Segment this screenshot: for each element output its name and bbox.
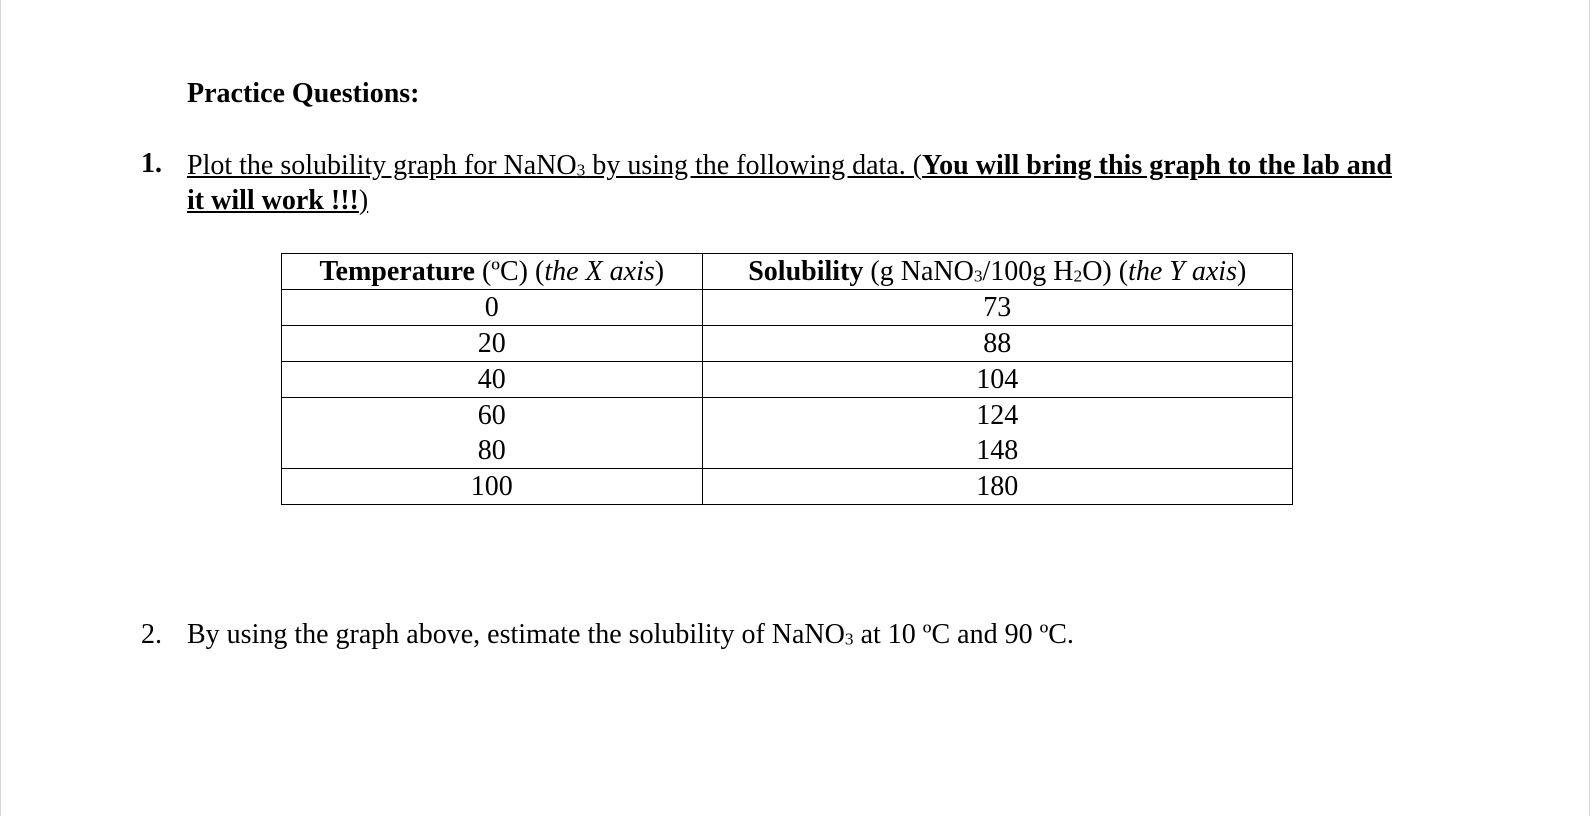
- table-row: [282, 362, 1293, 398]
- question-1-text: [187, 148, 1407, 218]
- solubility-cell: 124: [702, 398, 1292, 434]
- temperature-cell: 0: [282, 290, 703, 326]
- header-temperature: Temperature (ºC) (the X axis): [282, 254, 703, 290]
- table-row: [282, 398, 1293, 434]
- temperature-cell: 100: [282, 469, 703, 505]
- question-2-text: [187, 619, 1074, 651]
- table-row: [282, 433, 1293, 469]
- q1-subscript: 3: [576, 160, 586, 180]
- solubility-data-table: [281, 253, 1293, 505]
- table-row: [282, 290, 1293, 326]
- table-row: [282, 326, 1293, 362]
- q1-text-part-a: Plot the solubility graph for NaNO: [187, 150, 577, 181]
- table-row: [282, 469, 1293, 505]
- question-1-number: 1.: [141, 148, 162, 179]
- q2-text-part-a: By using the graph above, estimate the solubility of NaNO: [187, 619, 845, 650]
- temperature-cell: 60: [282, 398, 703, 434]
- solubility-cell: 73: [702, 290, 1292, 326]
- q1-bold-instruction: You will bring this graph to the lab and it will work !!!: [187, 150, 1392, 216]
- solubility-cell: 180: [702, 469, 1292, 505]
- question-2-number: 2.: [141, 619, 162, 650]
- solubility-cell: 104: [702, 362, 1292, 398]
- header-solubility: Solubility (g NaNO$_3$/100g $H_2O$) (the Y axis): [702, 254, 1292, 290]
- temperature-cell: 80: [282, 433, 703, 469]
- q1-text-part-c: ): [358, 185, 369, 216]
- q1-text-part-b: by using the following data. (: [585, 150, 923, 181]
- solubility-cell: 88: [702, 326, 1292, 362]
- q2-subscript: 3: [844, 629, 854, 649]
- section-heading: Practice Questions:: [187, 78, 420, 109]
- temperature-cell: 20: [282, 326, 703, 362]
- solubility-cell: 148: [702, 433, 1292, 469]
- table-header-row: [282, 254, 1293, 290]
- q2-text-part-b: at 10 ºC and 90 ºC.: [853, 619, 1074, 650]
- temperature-cell: 40: [282, 362, 703, 398]
